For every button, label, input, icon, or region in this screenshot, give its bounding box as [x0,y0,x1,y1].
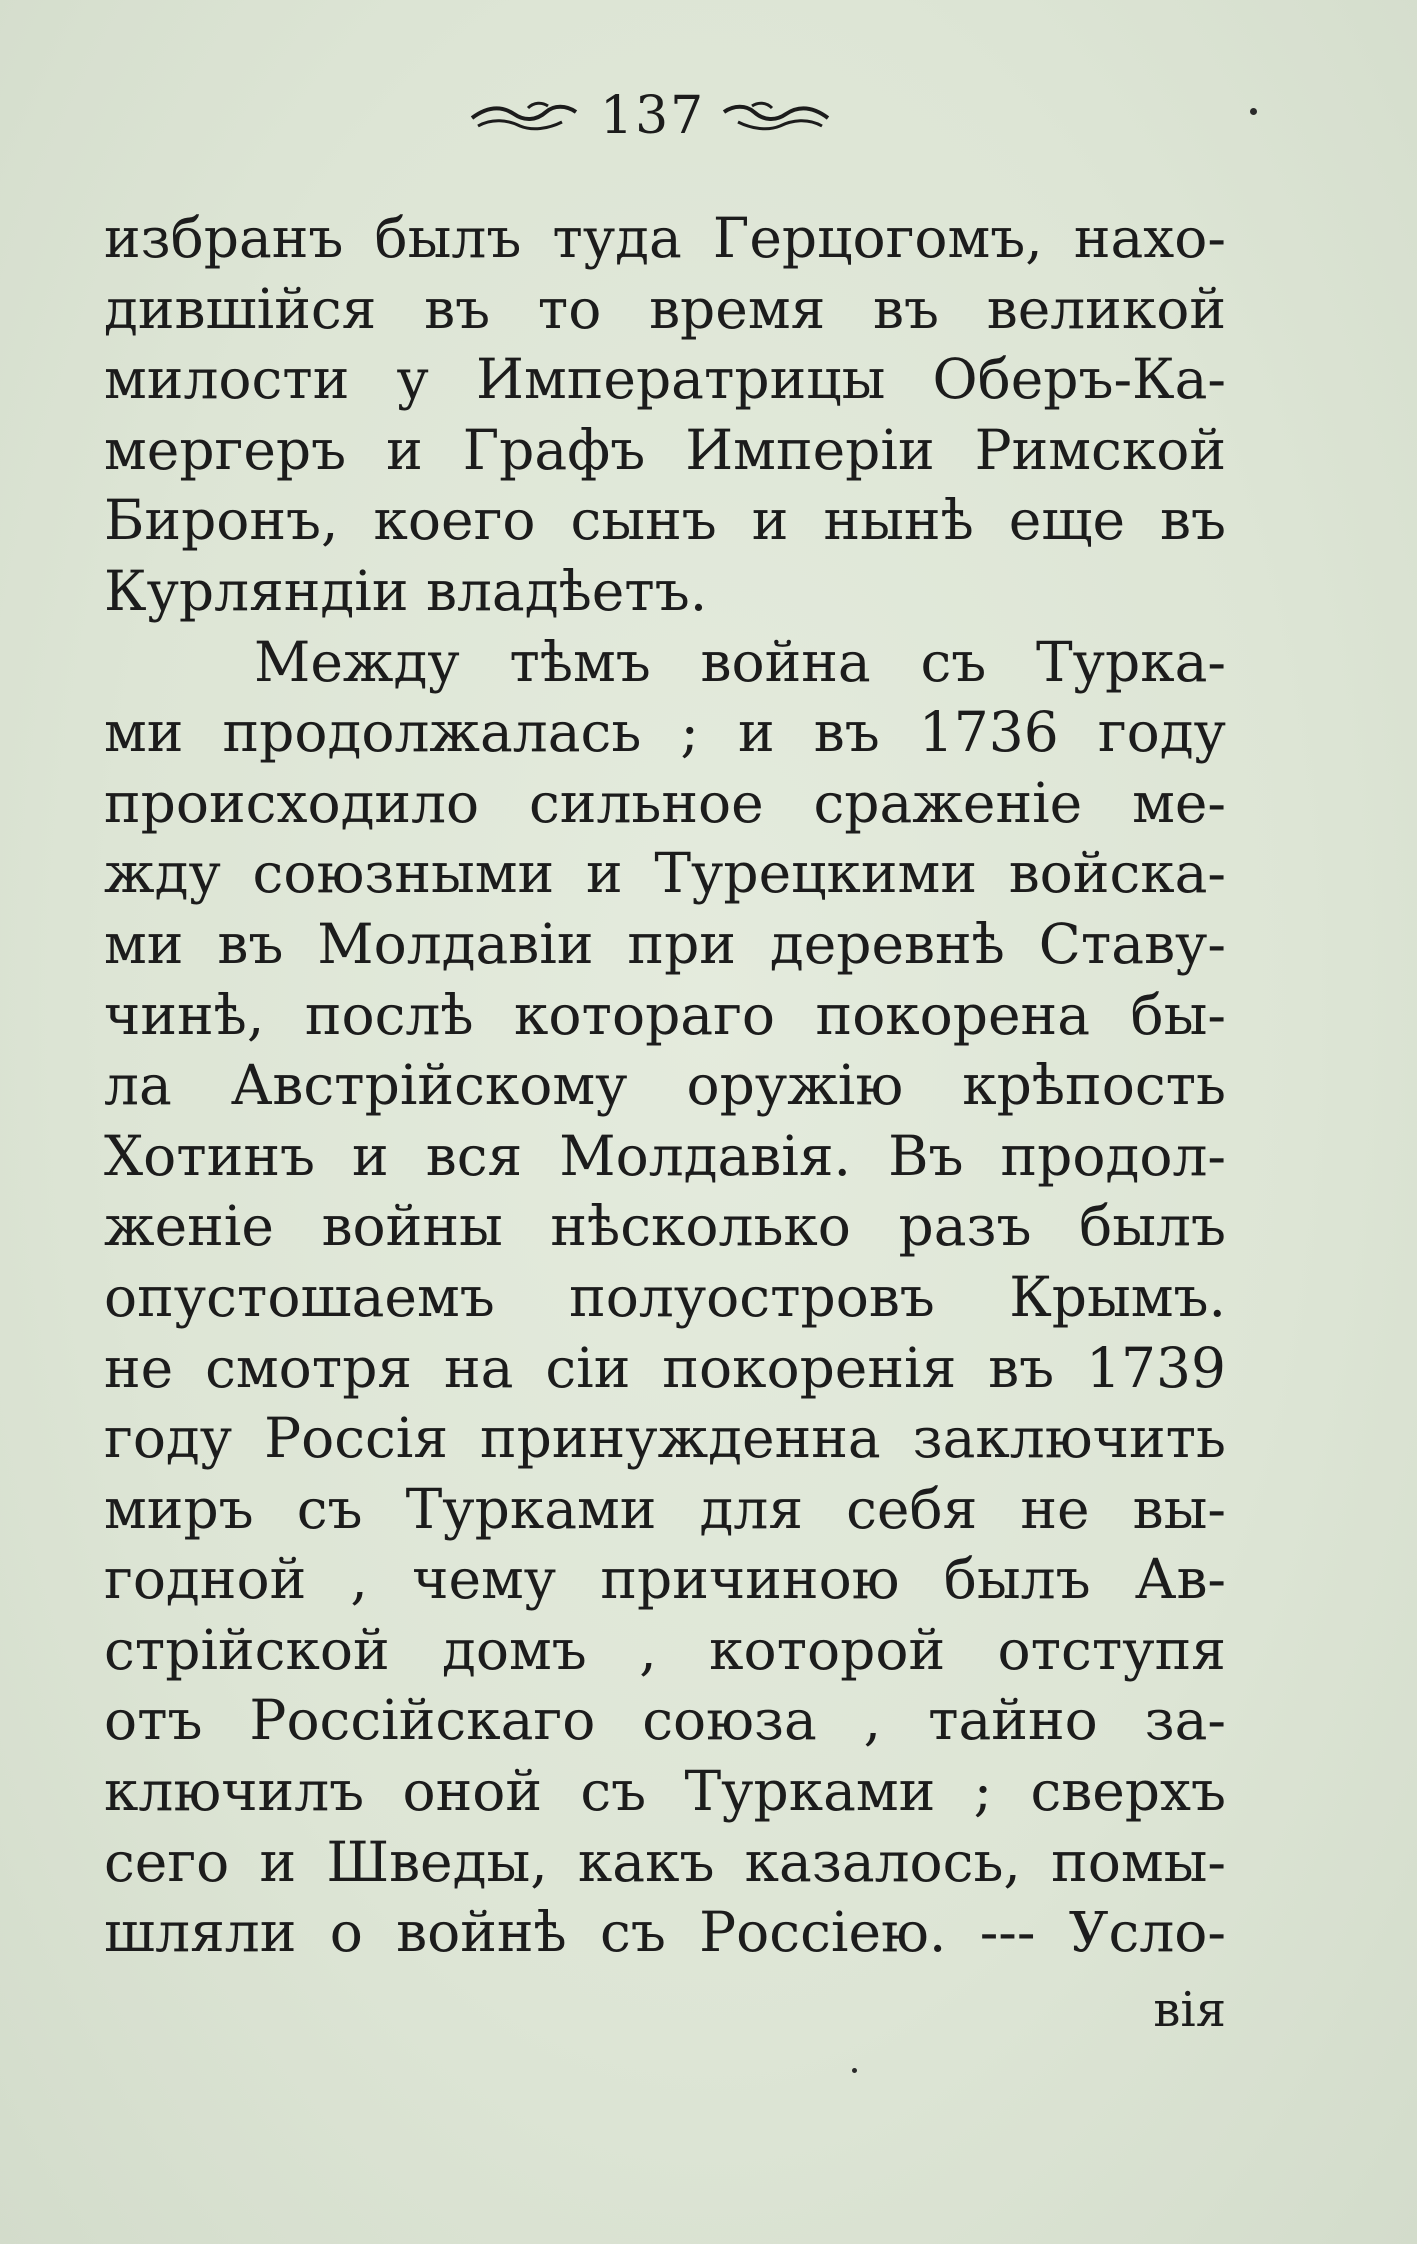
text-line: не смотря на сіи покоренія въ 1739 [104,1335,1226,1400]
text-line: женіе войны нѣсколько разъ былъ [104,1194,1226,1259]
text-line: миръ съ Турками для себя не вы- [104,1476,1226,1541]
text-line: мергеръ и Графъ Имперіи Римской [104,417,1226,482]
text-line: Биронъ, коего сынъ и нынѣ еще въ [104,488,1226,553]
text-line: сего и Шведы, какъ казалось, помы- [104,1829,1226,1894]
text-line: стрійской домъ , которой отступя [104,1617,1226,1682]
text-line: годной , чему причиною былъ Ав- [104,1547,1226,1612]
text-line: избранъ былъ туда Герцогомъ, нахо- [104,206,1226,270]
text-line: дившійся въ то время въ великой [104,276,1226,341]
text-line: жду союзными и Турецкими войска- [104,841,1226,906]
catchword: вія [1153,1982,1226,2038]
text-line: опустошаемъ полуостровъ Крымъ. [104,1264,1226,1329]
text-line: Курляндіи владѣетъ. [104,558,708,623]
flourish-ornament-right-icon [720,96,832,136]
text-line: милости у Императрицы Оберъ-Ка- [104,347,1226,412]
text-line: происходило сильное сраженіе ме- [104,770,1226,835]
text-line: чинѣ, послѣ котораго покорена бы- [104,982,1226,1047]
ink-speck [852,2068,857,2073]
text-line: отъ Россійскаго союза , тайно за- [104,1688,1226,1753]
text-line: ключилъ оной съ Турками ; сверхъ [104,1759,1226,1824]
text-line: Хотинъ и вся Молдавія. Въ продол- [104,1123,1226,1188]
page-header [0,78,1417,158]
text-line: ла Австрійскому оружію крѣпость [104,1053,1226,1118]
body-text [104,203,1226,1968]
flourish-ornament-left-icon [468,96,580,136]
page-number: 137 [600,86,706,146]
ink-speck [1250,108,1257,115]
text-line: ми въ Молдавіи при деревнѣ Ставу- [104,911,1226,976]
text-line: шляли о войнѣ съ Россіею. --- Усло- [104,1900,1226,1965]
paragraph-start-line: Между тѣмъ война съ Турка- [254,629,1226,694]
text-line: ми продолжалась ; и въ 1736 году [104,700,1226,765]
text-line: году Россія принужденна заключить [104,1406,1226,1471]
